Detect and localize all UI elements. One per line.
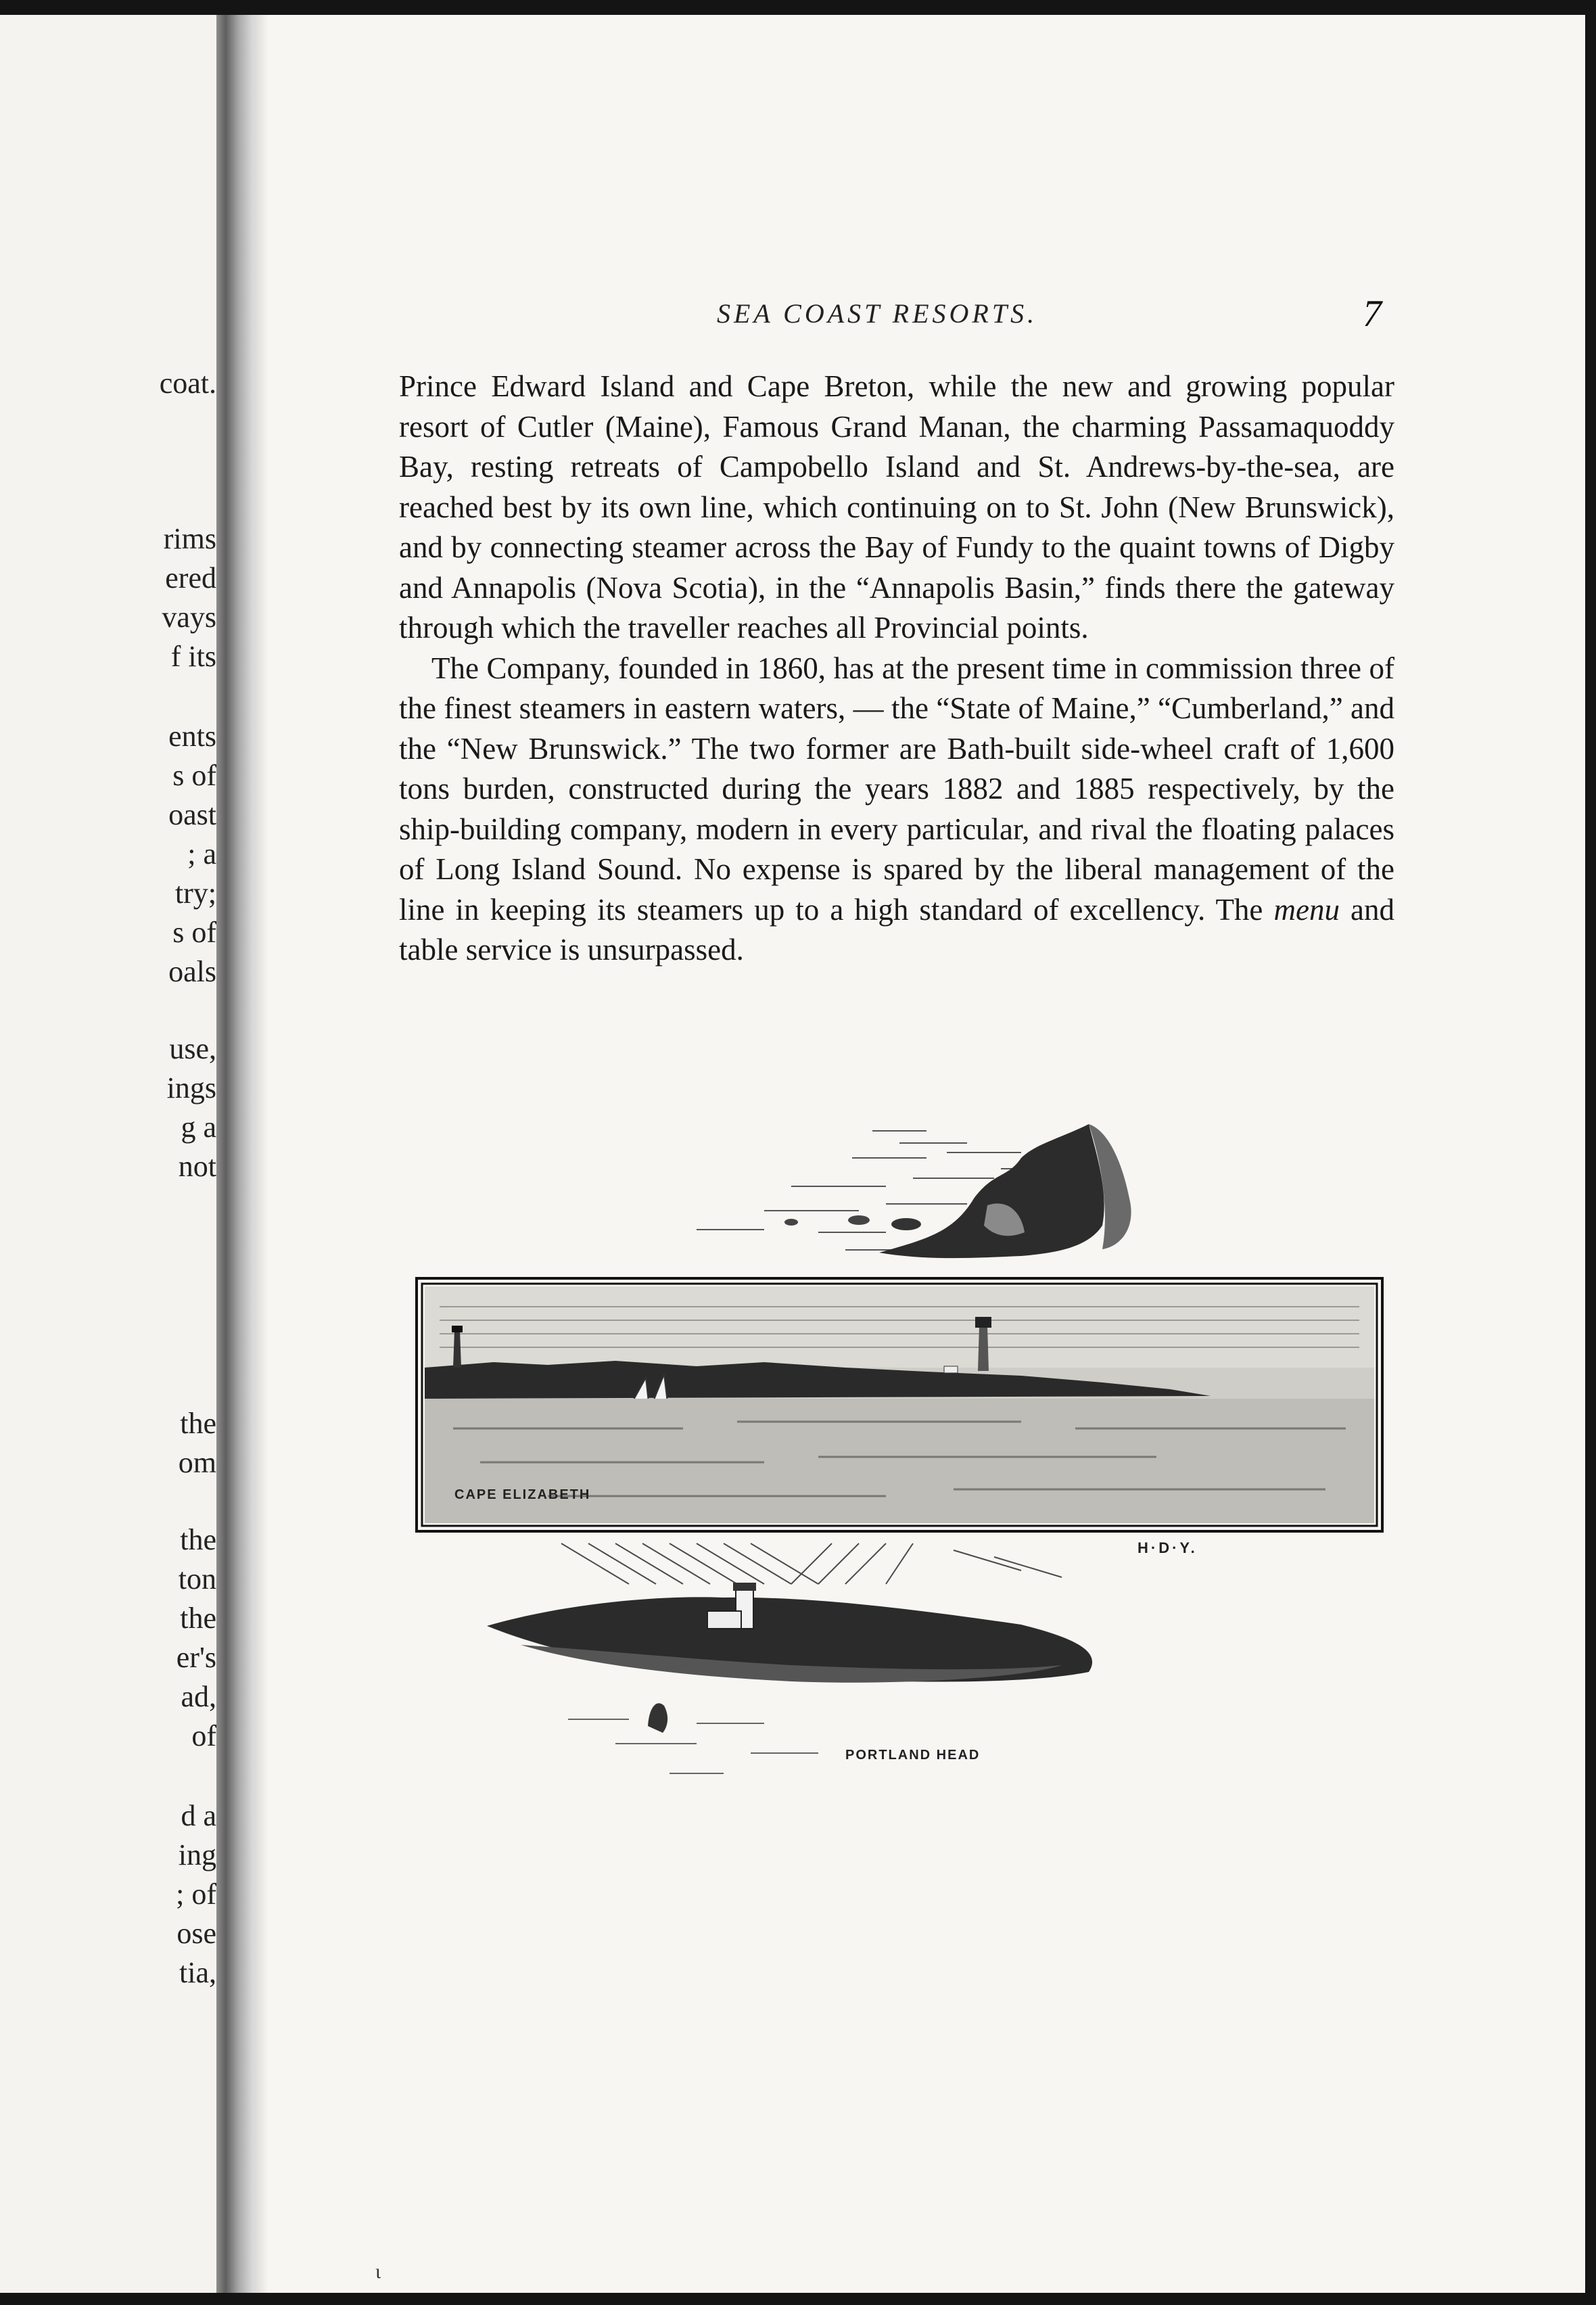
- facing-page-edge: [0, 15, 216, 2293]
- paragraph-2: [399, 649, 1394, 971]
- facing-page-line: s of: [172, 916, 216, 949]
- stray-mark: ι: [375, 2260, 381, 2283]
- facing-page-line: use,: [169, 1032, 216, 1065]
- rocky-shore-vignette: [697, 1124, 1131, 1258]
- facing-page-line: coat.: [159, 367, 216, 400]
- coastal-illustration: [413, 1111, 1386, 1827]
- facing-page-line: er's: [176, 1641, 216, 1674]
- facing-page-line: ings: [166, 1071, 216, 1104]
- facing-page-line: ing: [178, 1838, 216, 1871]
- running-head: SEA COAST RESORTS.: [717, 298, 1038, 329]
- paragraph-2-end: and table service is unsurpassed.: [399, 892, 1394, 967]
- facing-page-line: rims: [163, 522, 216, 555]
- facing-page-line: ose: [177, 1917, 216, 1950]
- gutter-shadow: [254, 15, 268, 2293]
- facing-page-line: ; a: [187, 837, 216, 870]
- paragraph-2-text: The Company, founded in 1860, has at the present time in commission three of the finest steamers in eastern waters, — the “State of Maine,” “Cumberland,” and the “New Brunswick.” The two former are Bath-built side-wheel craft of 1,600 tons burden, constructed during the years 1882 and 1885 respectively, by the ship-building company, modern in every particular, and rival the floating palaces of Long Island Sound. No expense is spared by the liberal management of the line in keeping its steamers up to a high standard of excellency. The: [399, 651, 1394, 927]
- facing-page-line: of: [191, 1719, 216, 1752]
- facing-page-line: ; of: [176, 1878, 216, 1911]
- facing-page-line: ad,: [181, 1680, 216, 1713]
- facing-page-line: not: [178, 1150, 216, 1183]
- facing-page-line: tia,: [179, 1956, 216, 1989]
- facing-page-line: the: [180, 1602, 216, 1635]
- facing-page-line: ered: [165, 561, 216, 595]
- facing-page-line: ton: [178, 1562, 216, 1596]
- facing-page-line: vays: [162, 601, 216, 634]
- portland-head-vignette: [487, 1543, 1092, 1773]
- facing-page-line: the: [180, 1523, 216, 1556]
- facing-page-line: d a: [181, 1799, 216, 1832]
- facing-page-line: s of: [172, 759, 216, 792]
- facing-page-line: the: [180, 1407, 216, 1440]
- facing-page-line: g a: [181, 1111, 216, 1144]
- caption-cape-elizabeth: CAPE ELIZABETH: [454, 1487, 591, 1502]
- facing-page-line: ents: [168, 720, 216, 753]
- body-text: [399, 367, 1394, 971]
- artist-initials: H·D·Y.: [1137, 1539, 1198, 1556]
- page-number: 7: [1363, 293, 1382, 335]
- facing-page-line: try;: [174, 877, 216, 910]
- paragraph-1: Prince Edward Island and Cape Breton, while the new and growing popular resort of Cutler (Maine), Famous Grand Manan, the charming Passamaquoddy Bay, resting retreats of Campobello Island and St. Andrews-by-the-sea, are reached best by its own line, which continuing on to St. John (New Brunswick), and by connecting steamer across the Bay of Fundy to the quaint towns of Digby and Annapolis (Nova Scotia), in the “Annapolis Basin,” finds there the gateway through which the traveller reaches all Provincial points.: [399, 369, 1394, 645]
- italic-menu-word: menu: [1273, 892, 1340, 927]
- book-gutter: [216, 15, 254, 2293]
- facing-page-line: oals: [168, 955, 216, 988]
- scanned-page: [0, 15, 1585, 2293]
- caption-portland-head: PORTLAND HEAD: [845, 1748, 981, 1763]
- facing-page-line: oast: [168, 798, 216, 831]
- facing-page-line: om: [178, 1446, 216, 1479]
- illustration-drawing: [413, 1111, 1386, 1827]
- facing-page-line: f its: [170, 640, 216, 673]
